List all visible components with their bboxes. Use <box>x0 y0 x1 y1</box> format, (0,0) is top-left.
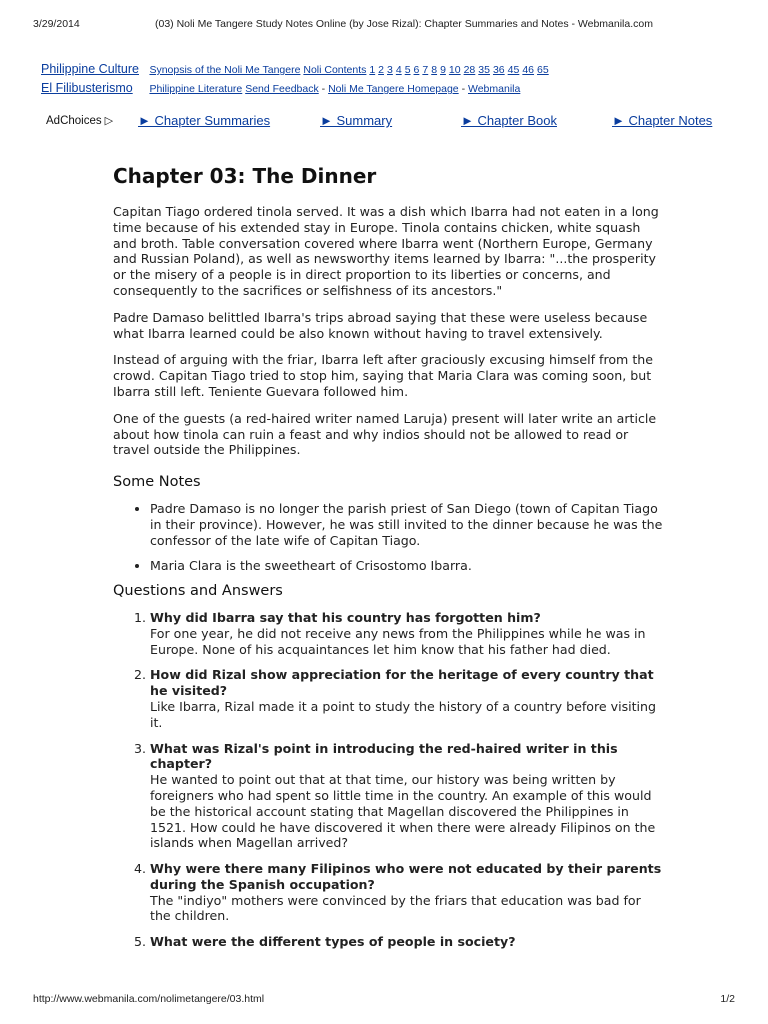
note-item: • Maria Clara is the sweetheart of Crisostomo Ibarra. <box>150 558 663 574</box>
noli-contents-link[interactable]: Noli Contents <box>303 64 367 76</box>
topnav-row-1 <box>41 59 741 78</box>
chapter-link[interactable]: 5 <box>404 64 411 76</box>
philippine-culture-link[interactable]: Philippine Culture <box>41 62 139 76</box>
adchoices-text: AdChoices <box>46 115 102 127</box>
chapter-link[interactable]: 2 <box>378 64 384 76</box>
qa-heading: Questions and Answers <box>113 583 283 600</box>
chapter-book-link[interactable]: ► Chapter Book <box>461 113 557 128</box>
notes-list <box>113 501 663 574</box>
print-date: 3/29/2014 <box>33 18 80 30</box>
chapter-link[interactable]: 46 <box>522 64 535 76</box>
note-item: • Padre Damaso is no longer the parish priest of San Diego (town of Capitan Tiago in their province). However, he was still invited to the dinner because he was the confessor of the late wife of Capitan Tiago. <box>150 501 663 548</box>
chapter-notes-link[interactable]: ► Chapter Notes <box>612 113 713 128</box>
el-filibusterismo-link[interactable]: El Filibusterismo <box>41 81 133 95</box>
qa-item <box>150 741 663 852</box>
qa-item <box>150 610 663 657</box>
chapter-summaries-link[interactable]: ► Chapter Summaries <box>138 113 271 128</box>
chapter-link[interactable]: 28 <box>463 64 476 76</box>
site-links <box>149 80 520 99</box>
question: 3. What was Rizal's point in introducing the red-haired writer in this chapter? <box>150 740 618 772</box>
chapter-title: Chapter 03: The Dinner <box>113 164 377 188</box>
paragraph: Capitan Tiago ordered tinola served. It was a dish which Ibarra had not eaten in a long time because of his extended stay in Europe. Tinola contains chicken, white squash and broth. Table conversation covered where Ibarra went (Northern Europe, Germany and Russian Poland), as well as newsworthy items learned by Ibarra: "...the prosperity or the misery of a people is in direct proportion to its liberties or concerns, and consequently to the sacrifices or selfishness of its ancestors." <box>113 204 659 298</box>
question: 1. Why did Ibarra say that his country has forgotten him? <box>150 609 541 625</box>
ad-menu-bar <box>46 112 726 132</box>
answer: The "indiyo" mothers were convinced by the friars that education was bad for the children. <box>150 892 641 924</box>
chapter-number-links <box>369 64 551 76</box>
print-page-title: (03) Noli Me Tangere Study Notes Online (by Jose Rizal): Chapter Summaries and Notes - Webmanila.com <box>155 18 653 30</box>
answer: For one year, he did not receive any news from the Philippines while he was in Europe. None of his acquaintances let him know that his father had died. <box>150 625 646 657</box>
qa-item <box>150 667 663 730</box>
chapter-link[interactable]: 7 <box>422 64 429 76</box>
separator: - <box>321 83 326 95</box>
synopsis-link[interactable]: Synopsis of the Noli Me Tangere <box>149 64 301 76</box>
chapter-link[interactable]: 10 <box>448 64 461 76</box>
chapter-link[interactable]: 1 <box>369 64 376 76</box>
webmanila-link[interactable]: Webmanila <box>468 83 521 95</box>
paragraph: Padre Damaso belittled Ibarra's trips abroad saying that these were useless because what Ibarra learned could be also known without having to travel extensively. <box>113 309 648 341</box>
chapter-link[interactable]: 35 <box>478 64 490 76</box>
chapter-link[interactable]: 45 <box>507 64 520 76</box>
chapter-link[interactable]: 3 <box>387 64 393 76</box>
chapter-link[interactable]: 4 <box>395 64 402 76</box>
chapter-link[interactable]: 8 <box>431 64 438 76</box>
philippine-literature-link[interactable]: Philippine Literature <box>149 83 243 95</box>
send-feedback-link[interactable]: Send Feedback <box>245 83 319 95</box>
question: 2. How did Rizal show appreciation for the heritage of every country that he visited? <box>150 667 654 699</box>
qa-item <box>150 861 663 924</box>
chapter-link[interactable]: 9 <box>440 64 446 76</box>
paragraph: Instead of arguing with the friar, Ibarra left after graciously excusing himself from the crowd. Capitan Tiago tried to stop him, saying that Maria Clara was coming soon, but Ibarra still left. Teniente Guevara followed him. <box>113 352 653 399</box>
adchoices-label[interactable] <box>46 114 113 127</box>
chapter-link[interactable]: 36 <box>492 64 505 76</box>
answer: Like Ibarra, Rizal made it a point to study the history of a country before visiting it. <box>150 698 657 730</box>
page-number: 1/2 <box>720 993 735 1005</box>
question: 4. Why were there many Filipinos who were not educated by their parents during the Spanish occupation? <box>150 861 662 892</box>
paragraph: One of the guests (a red-haired writer named Laruja) present will later write an article about how tinola can ruin a feast and why indios should not be allowed to read or travel outside the Philippines. <box>113 410 657 458</box>
article-content <box>113 162 663 960</box>
qa-list <box>113 610 663 950</box>
noli-homepage-link[interactable]: Noli Me Tangere Homepage <box>328 83 459 95</box>
separator: - <box>461 83 466 95</box>
notes-heading: Some Notes <box>113 474 201 491</box>
qa-item <box>150 934 663 950</box>
adchoices-icon: ▷ <box>104 115 114 127</box>
print-url: http://www.webmanila.com/nolimetangere/03.html <box>33 993 265 1005</box>
chapter-link[interactable]: 65 <box>537 64 549 76</box>
question: 5. What were the different types of people in society? <box>150 934 516 950</box>
topnav-row-2 <box>41 78 741 97</box>
chapter-link[interactable]: 6 <box>413 64 420 76</box>
answer: He wanted to point out that at that time, our history was being written by foreigners who had spent so little time in the country. An example of this would be the historical account stating that Magellan discovered the Philippines in 1521. How could he have discovered it when there were already Filipinos on the islands when Magellan arrived? <box>150 772 656 851</box>
summary-link[interactable]: ► Summary <box>320 113 393 128</box>
top-navigation <box>41 59 741 97</box>
